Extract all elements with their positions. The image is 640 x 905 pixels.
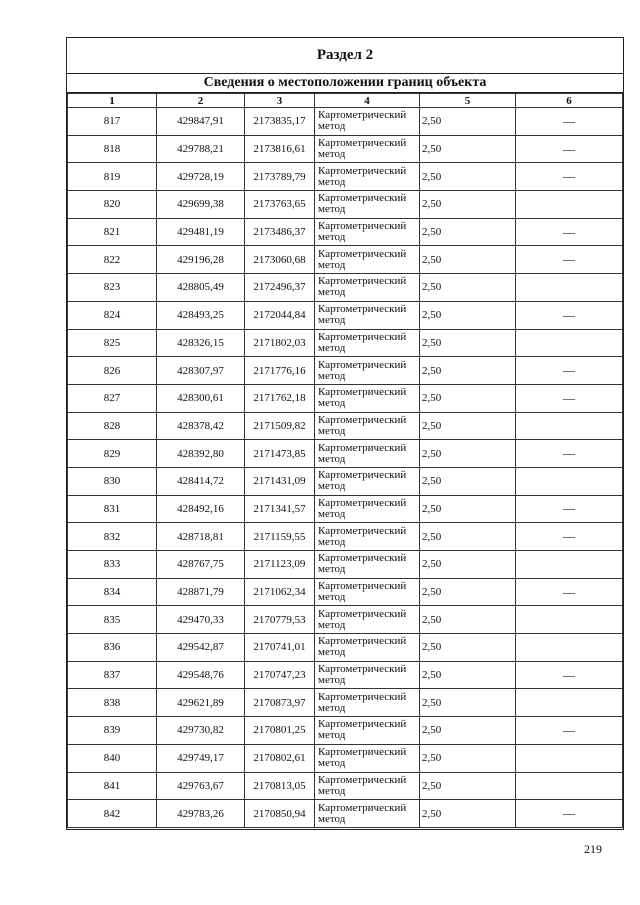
y-coordinate-cell: 2173763,65 bbox=[245, 191, 315, 219]
x-coordinate-cell: 429699,38 bbox=[157, 191, 245, 219]
point-number-cell: 839 bbox=[68, 717, 157, 745]
method-cell: Картометрический метод bbox=[315, 108, 420, 136]
x-coordinate-cell: 428300,61 bbox=[157, 384, 245, 412]
table-row bbox=[68, 218, 623, 246]
note-cell: — bbox=[516, 523, 623, 551]
y-coordinate-cell: 2170813,05 bbox=[245, 772, 315, 800]
point-number-cell: 828 bbox=[68, 412, 157, 440]
note-cell: — bbox=[516, 717, 623, 745]
table-row bbox=[68, 246, 623, 274]
y-coordinate-cell: 2173789,79 bbox=[245, 163, 315, 191]
point-number-cell: 830 bbox=[68, 467, 157, 495]
y-coordinate-cell: 2171341,57 bbox=[245, 495, 315, 523]
y-coordinate-cell: 2170801,25 bbox=[245, 717, 315, 745]
point-number-cell: 824 bbox=[68, 301, 157, 329]
method-cell: Картометрический метод bbox=[315, 246, 420, 274]
accuracy-cell: 2,50 bbox=[420, 135, 516, 163]
x-coordinate-cell: 429548,76 bbox=[157, 661, 245, 689]
point-number-cell: 836 bbox=[68, 634, 157, 662]
column-header: 3 bbox=[245, 94, 315, 108]
table-row bbox=[68, 495, 623, 523]
method-cell: Картометрический метод bbox=[315, 218, 420, 246]
accuracy-cell: 2,50 bbox=[420, 246, 516, 274]
method-cell: Картометрический метод bbox=[315, 551, 420, 579]
method-cell: Картометрический метод bbox=[315, 689, 420, 717]
method-cell: Картометрический метод bbox=[315, 163, 420, 191]
point-number-cell: 841 bbox=[68, 772, 157, 800]
y-coordinate-cell: 2171062,34 bbox=[245, 578, 315, 606]
column-header: 6 bbox=[516, 94, 623, 108]
note-cell bbox=[516, 274, 623, 302]
accuracy-cell: 2,50 bbox=[420, 661, 516, 689]
point-number-cell: 829 bbox=[68, 440, 157, 468]
table-row bbox=[68, 551, 623, 579]
y-coordinate-cell: 2170802,61 bbox=[245, 744, 315, 772]
y-coordinate-cell: 2170850,94 bbox=[245, 800, 315, 828]
x-coordinate-cell: 428805,49 bbox=[157, 274, 245, 302]
y-coordinate-cell: 2172496,37 bbox=[245, 274, 315, 302]
point-number-cell: 817 bbox=[68, 108, 157, 136]
column-header: 1 bbox=[68, 94, 157, 108]
note-cell: — bbox=[516, 108, 623, 136]
y-coordinate-cell: 2170873,97 bbox=[245, 689, 315, 717]
note-cell bbox=[516, 551, 623, 579]
y-coordinate-cell: 2170747,23 bbox=[245, 661, 315, 689]
note-cell bbox=[516, 329, 623, 357]
y-coordinate-cell: 2171762,18 bbox=[245, 384, 315, 412]
accuracy-cell: 2,50 bbox=[420, 218, 516, 246]
table-row bbox=[68, 634, 623, 662]
y-coordinate-cell: 2173816,61 bbox=[245, 135, 315, 163]
point-number-cell: 835 bbox=[68, 606, 157, 634]
accuracy-cell: 2,50 bbox=[420, 357, 516, 385]
x-coordinate-cell: 429847,91 bbox=[157, 108, 245, 136]
method-cell: Картометрический метод bbox=[315, 135, 420, 163]
method-cell: Картометрический метод bbox=[315, 274, 420, 302]
point-number-cell: 827 bbox=[68, 384, 157, 412]
table-row bbox=[68, 800, 623, 828]
point-number-cell: 842 bbox=[68, 800, 157, 828]
accuracy-cell: 2,50 bbox=[420, 301, 516, 329]
x-coordinate-cell: 428414,72 bbox=[157, 467, 245, 495]
table-row bbox=[68, 191, 623, 219]
accuracy-cell: 2,50 bbox=[420, 634, 516, 662]
point-number-cell: 838 bbox=[68, 689, 157, 717]
table-row bbox=[68, 661, 623, 689]
accuracy-cell: 2,50 bbox=[420, 274, 516, 302]
y-coordinate-cell: 2173060,68 bbox=[245, 246, 315, 274]
table-row bbox=[68, 384, 623, 412]
document-frame bbox=[66, 37, 624, 830]
table-row bbox=[68, 108, 623, 136]
x-coordinate-cell: 429728,19 bbox=[157, 163, 245, 191]
note-cell bbox=[516, 689, 623, 717]
point-number-cell: 840 bbox=[68, 744, 157, 772]
x-coordinate-cell: 429196,28 bbox=[157, 246, 245, 274]
note-cell bbox=[516, 772, 623, 800]
table-row bbox=[68, 744, 623, 772]
table-row bbox=[68, 357, 623, 385]
accuracy-cell: 2,50 bbox=[420, 412, 516, 440]
accuracy-cell: 2,50 bbox=[420, 163, 516, 191]
y-coordinate-cell: 2171431,09 bbox=[245, 467, 315, 495]
note-cell: — bbox=[516, 218, 623, 246]
point-number-cell: 818 bbox=[68, 135, 157, 163]
method-cell: Картометрический метод bbox=[315, 634, 420, 662]
accuracy-cell: 2,50 bbox=[420, 329, 516, 357]
column-header: 2 bbox=[157, 94, 245, 108]
table-row bbox=[68, 163, 623, 191]
point-number-cell: 822 bbox=[68, 246, 157, 274]
table-row bbox=[68, 467, 623, 495]
method-cell: Картометрический метод bbox=[315, 523, 420, 551]
table-row bbox=[68, 135, 623, 163]
x-coordinate-cell: 429783,26 bbox=[157, 800, 245, 828]
accuracy-cell: 2,50 bbox=[420, 495, 516, 523]
y-coordinate-cell: 2171509,82 bbox=[245, 412, 315, 440]
method-cell: Картометрический метод bbox=[315, 800, 420, 828]
x-coordinate-cell: 429788,21 bbox=[157, 135, 245, 163]
x-coordinate-cell: 428871,79 bbox=[157, 578, 245, 606]
x-coordinate-cell: 428307,97 bbox=[157, 357, 245, 385]
method-cell: Картометрический метод bbox=[315, 384, 420, 412]
note-cell: — bbox=[516, 440, 623, 468]
x-coordinate-cell: 428767,75 bbox=[157, 551, 245, 579]
method-cell: Картометрический метод bbox=[315, 717, 420, 745]
method-cell: Картометрический метод bbox=[315, 329, 420, 357]
y-coordinate-cell: 2173486,37 bbox=[245, 218, 315, 246]
accuracy-cell: 2,50 bbox=[420, 717, 516, 745]
table-row bbox=[68, 772, 623, 800]
method-cell: Картометрический метод bbox=[315, 578, 420, 606]
y-coordinate-cell: 2171473,85 bbox=[245, 440, 315, 468]
section-title: Раздел 2 bbox=[67, 38, 623, 74]
note-cell: — bbox=[516, 578, 623, 606]
table-header-row bbox=[68, 94, 623, 108]
method-cell: Картометрический метод bbox=[315, 191, 420, 219]
x-coordinate-cell: 428378,42 bbox=[157, 412, 245, 440]
table-row bbox=[68, 274, 623, 302]
method-cell: Картометрический метод bbox=[315, 440, 420, 468]
accuracy-cell: 2,50 bbox=[420, 772, 516, 800]
y-coordinate-cell: 2171776,16 bbox=[245, 357, 315, 385]
method-cell: Картометрический метод bbox=[315, 744, 420, 772]
accuracy-cell: 2,50 bbox=[420, 800, 516, 828]
accuracy-cell: 2,50 bbox=[420, 578, 516, 606]
method-cell: Картометрический метод bbox=[315, 357, 420, 385]
table-row bbox=[68, 606, 623, 634]
y-coordinate-cell: 2173835,17 bbox=[245, 108, 315, 136]
accuracy-cell: 2,50 bbox=[420, 440, 516, 468]
accuracy-cell: 2,50 bbox=[420, 551, 516, 579]
column-header: 4 bbox=[315, 94, 420, 108]
y-coordinate-cell: 2171123,09 bbox=[245, 551, 315, 579]
table-row bbox=[68, 301, 623, 329]
method-cell: Картометрический метод bbox=[315, 661, 420, 689]
y-coordinate-cell: 2171802,03 bbox=[245, 329, 315, 357]
note-cell: — bbox=[516, 495, 623, 523]
table-body bbox=[68, 108, 623, 828]
note-cell: — bbox=[516, 301, 623, 329]
x-coordinate-cell: 429542,87 bbox=[157, 634, 245, 662]
accuracy-cell: 2,50 bbox=[420, 689, 516, 717]
x-coordinate-cell: 428492,16 bbox=[157, 495, 245, 523]
x-coordinate-cell: 429481,19 bbox=[157, 218, 245, 246]
column-header: 5 bbox=[420, 94, 516, 108]
point-number-cell: 823 bbox=[68, 274, 157, 302]
accuracy-cell: 2,50 bbox=[420, 744, 516, 772]
method-cell: Картометрический метод bbox=[315, 772, 420, 800]
point-number-cell: 832 bbox=[68, 523, 157, 551]
note-cell: — bbox=[516, 661, 623, 689]
table-row bbox=[68, 440, 623, 468]
accuracy-cell: 2,50 bbox=[420, 523, 516, 551]
method-cell: Картометрический метод bbox=[315, 467, 420, 495]
point-number-cell: 837 bbox=[68, 661, 157, 689]
table-row bbox=[68, 329, 623, 357]
subsection-title: Сведения о местоположении границ объекта bbox=[67, 74, 623, 93]
note-cell: — bbox=[516, 357, 623, 385]
accuracy-cell: 2,50 bbox=[420, 108, 516, 136]
note-cell bbox=[516, 191, 623, 219]
note-cell bbox=[516, 467, 623, 495]
point-number-cell: 820 bbox=[68, 191, 157, 219]
accuracy-cell: 2,50 bbox=[420, 467, 516, 495]
y-coordinate-cell: 2172044,84 bbox=[245, 301, 315, 329]
method-cell: Картометрический метод bbox=[315, 495, 420, 523]
y-coordinate-cell: 2170779,53 bbox=[245, 606, 315, 634]
table-row bbox=[68, 578, 623, 606]
note-cell bbox=[516, 606, 623, 634]
x-coordinate-cell: 428718,81 bbox=[157, 523, 245, 551]
table-row bbox=[68, 717, 623, 745]
y-coordinate-cell: 2171159,55 bbox=[245, 523, 315, 551]
table-row bbox=[68, 412, 623, 440]
point-number-cell: 831 bbox=[68, 495, 157, 523]
note-cell bbox=[516, 744, 623, 772]
x-coordinate-cell: 428493,25 bbox=[157, 301, 245, 329]
y-coordinate-cell: 2170741,01 bbox=[245, 634, 315, 662]
note-cell bbox=[516, 412, 623, 440]
point-number-cell: 833 bbox=[68, 551, 157, 579]
note-cell: — bbox=[516, 246, 623, 274]
table-row bbox=[68, 689, 623, 717]
x-coordinate-cell: 429763,67 bbox=[157, 772, 245, 800]
point-number-cell: 834 bbox=[68, 578, 157, 606]
method-cell: Картометрический метод bbox=[315, 301, 420, 329]
table-row bbox=[68, 523, 623, 551]
point-number-cell: 821 bbox=[68, 218, 157, 246]
x-coordinate-cell: 429730,82 bbox=[157, 717, 245, 745]
accuracy-cell: 2,50 bbox=[420, 606, 516, 634]
method-cell: Картометрический метод bbox=[315, 606, 420, 634]
point-number-cell: 825 bbox=[68, 329, 157, 357]
page-number: 219 bbox=[584, 842, 602, 856]
x-coordinate-cell: 429470,33 bbox=[157, 606, 245, 634]
note-cell: — bbox=[516, 135, 623, 163]
point-number-cell: 826 bbox=[68, 357, 157, 385]
accuracy-cell: 2,50 bbox=[420, 384, 516, 412]
method-cell: Картометрический метод bbox=[315, 412, 420, 440]
note-cell: — bbox=[516, 384, 623, 412]
x-coordinate-cell: 428326,15 bbox=[157, 329, 245, 357]
note-cell: — bbox=[516, 163, 623, 191]
note-cell: — bbox=[516, 800, 623, 828]
x-coordinate-cell: 428392,80 bbox=[157, 440, 245, 468]
accuracy-cell: 2,50 bbox=[420, 191, 516, 219]
x-coordinate-cell: 429749,17 bbox=[157, 744, 245, 772]
coordinates-table bbox=[67, 93, 623, 828]
note-cell bbox=[516, 634, 623, 662]
x-coordinate-cell: 429621,89 bbox=[157, 689, 245, 717]
point-number-cell: 819 bbox=[68, 163, 157, 191]
